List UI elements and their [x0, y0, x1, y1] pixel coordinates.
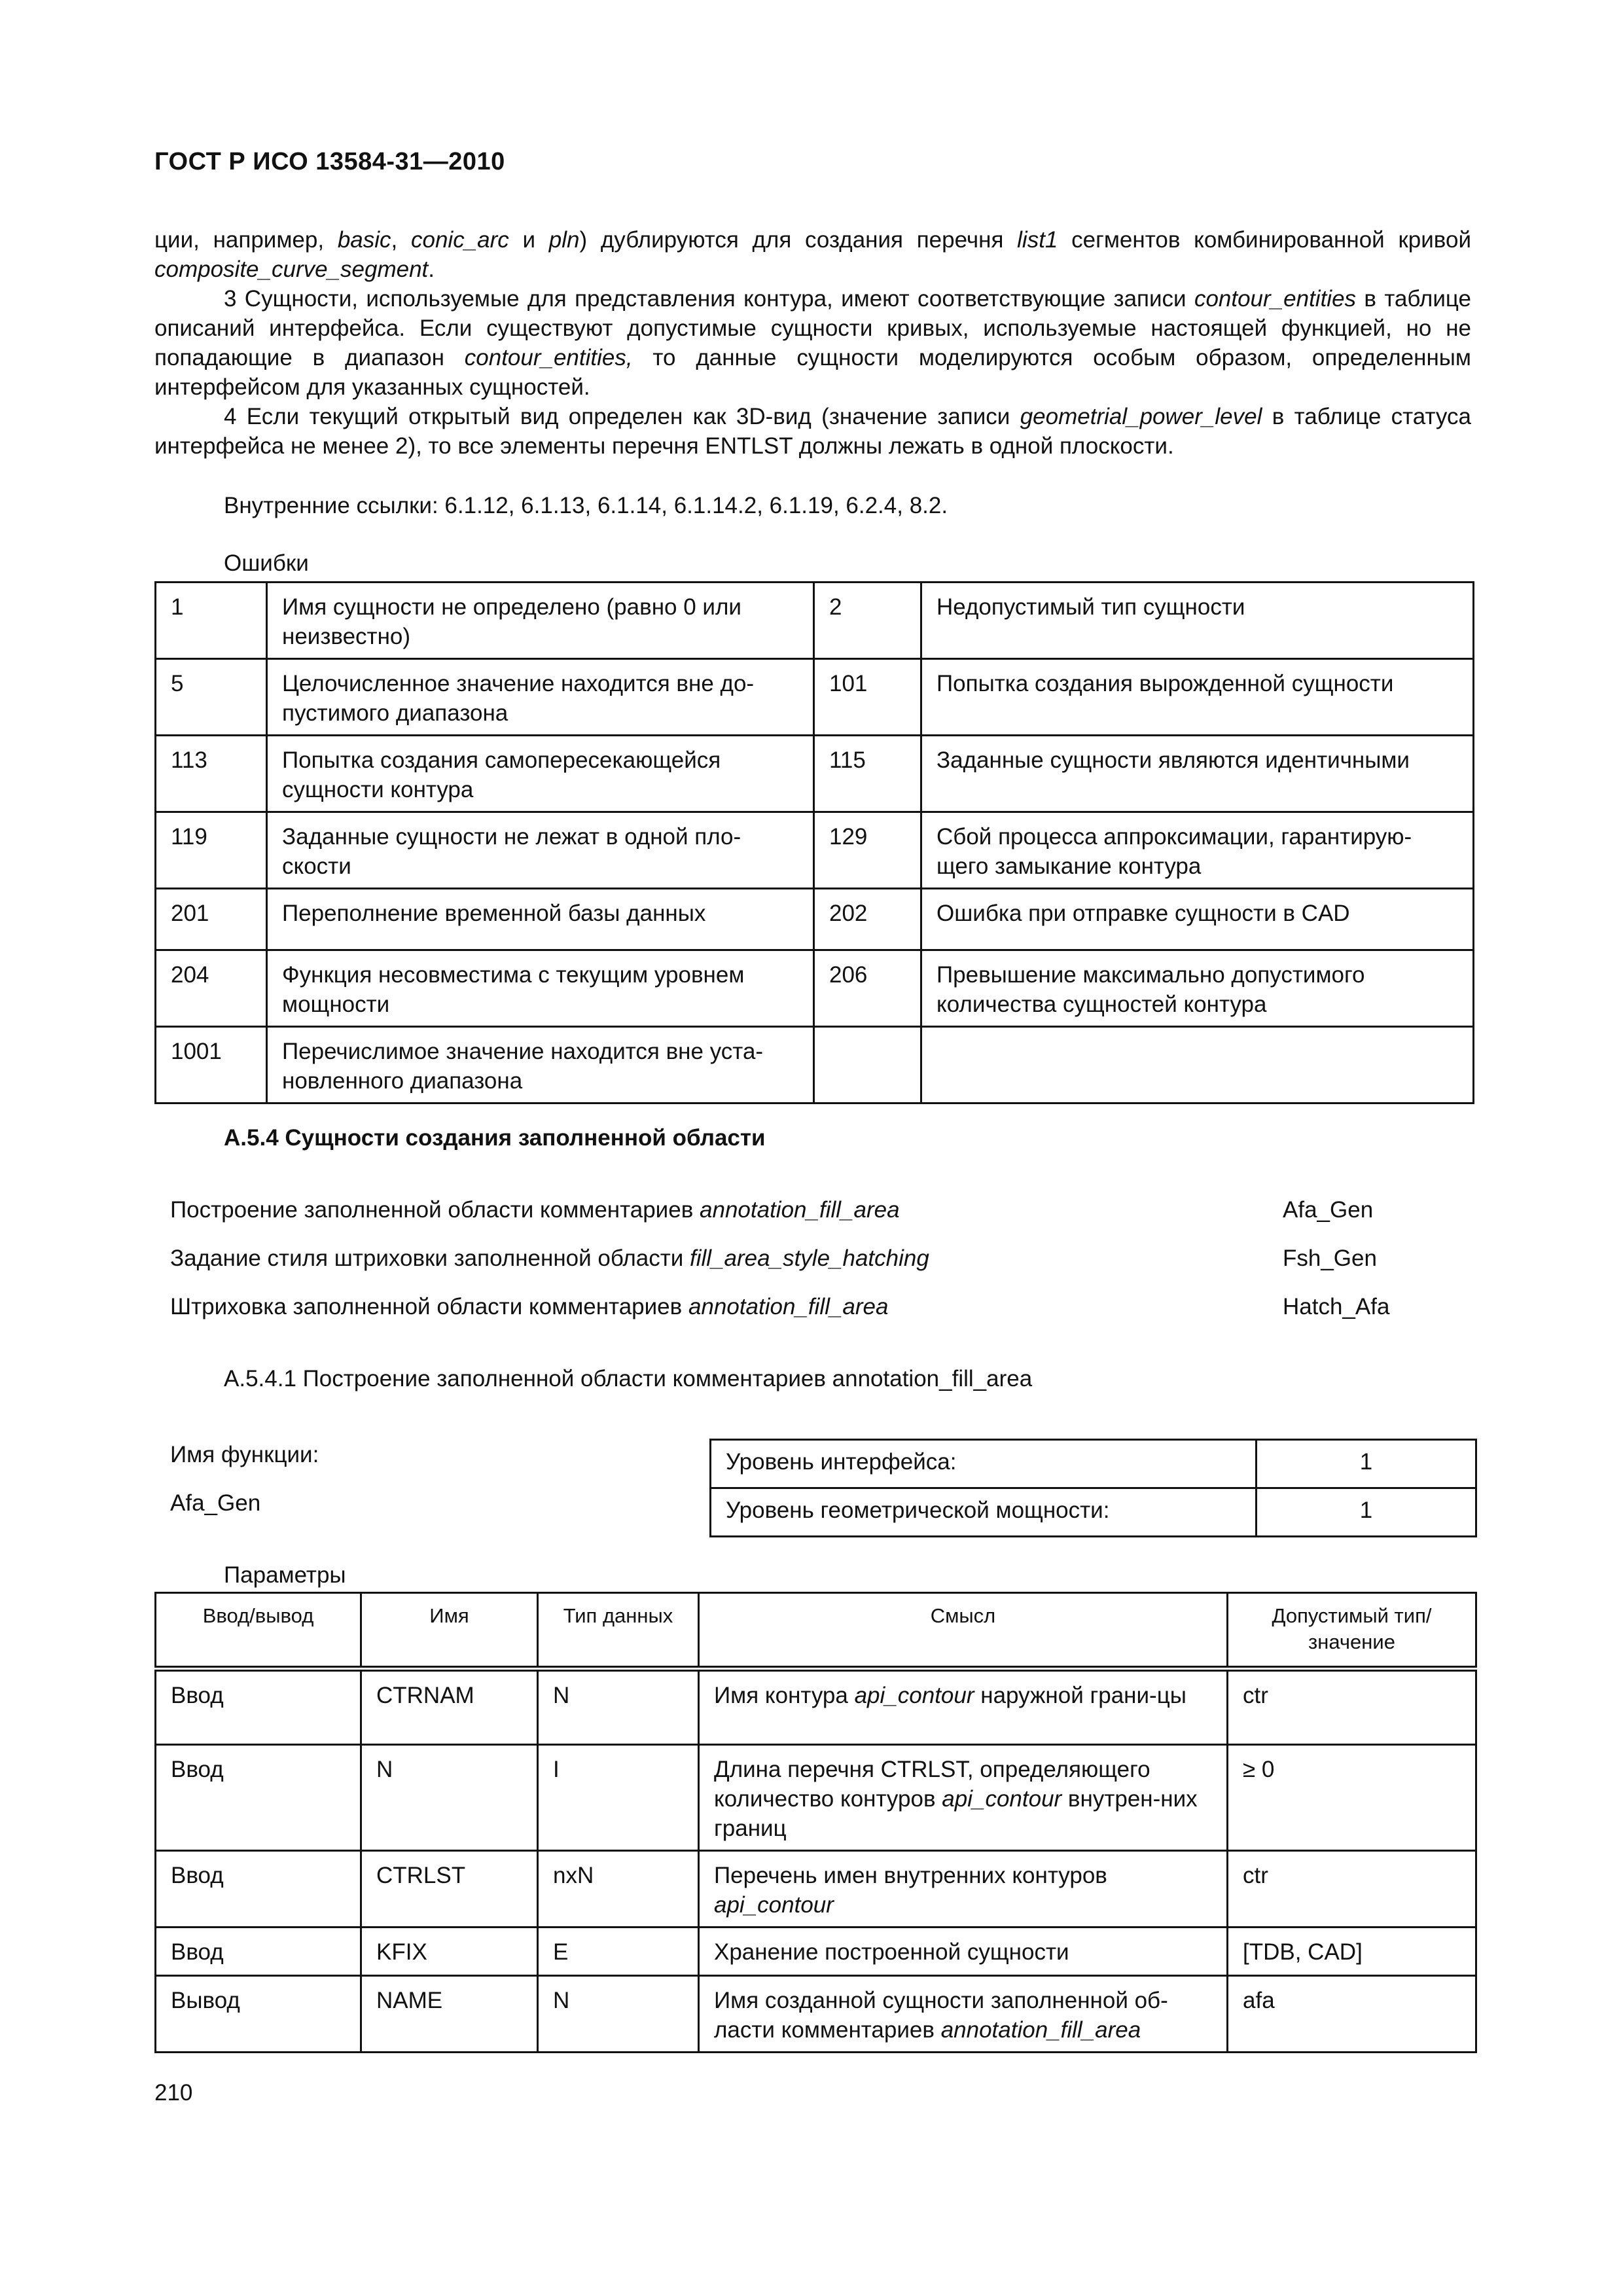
error-code: 101	[814, 659, 921, 736]
text-run: Имя созданной сущности заполненной об-ласти комментариев	[714, 1988, 1168, 2043]
text-run: сегментов комбинированной кривой	[1058, 227, 1471, 253]
param-type: N	[538, 1976, 699, 2053]
param-meaning	[699, 1928, 1228, 1976]
param-allowed-value: ctr	[1228, 1851, 1476, 1928]
error-code	[814, 1027, 921, 1103]
level-value: 1	[1257, 1488, 1476, 1537]
parameter-row	[156, 1745, 1476, 1851]
column-header: Допустимый тип/ значение	[1228, 1593, 1476, 1669]
parameter-row	[156, 1976, 1476, 2053]
error-code: 2	[814, 583, 921, 659]
error-code: 206	[814, 950, 921, 1027]
italic-term: api_contour	[942, 1786, 1062, 1812]
error-description: Попытка создания самопересекающейся сущности контура	[267, 736, 814, 812]
error-code: 201	[156, 889, 267, 950]
param-io: Ввод	[156, 1669, 361, 1745]
parameter-row	[156, 1851, 1476, 1928]
paragraph-note-3	[154, 284, 1471, 402]
error-description	[921, 1027, 1474, 1103]
text-run: .	[428, 257, 435, 282]
param-io: Ввод	[156, 1928, 361, 1976]
function-code: Afa_Gen	[1283, 1197, 1374, 1223]
param-name: CTRNAM	[361, 1669, 538, 1745]
error-description: Целочисленное значение находится вне до-пустимого диапазона	[267, 659, 814, 736]
error-row	[156, 736, 1474, 812]
column-header: Тип данных	[538, 1593, 699, 1669]
error-code: 113	[156, 736, 267, 812]
error-code: 1	[156, 583, 267, 659]
text-run: ,	[391, 227, 411, 253]
function-name-value: Afa_Gen	[170, 1490, 261, 1516]
italic-term: pln	[548, 227, 580, 253]
error-code: 115	[814, 736, 921, 812]
italic-term: composite_curve_segment	[154, 257, 429, 282]
param-name: CTRLST	[361, 1851, 538, 1928]
text-run: Длина перечня CTRLST, определяющего количество контуров	[714, 1757, 1150, 1812]
error-row	[156, 659, 1474, 736]
error-description: Имя сущности не определено (равно 0 или неизвестно)	[267, 583, 814, 659]
text-run: Имя контура	[714, 1683, 855, 1708]
error-code: 119	[156, 812, 267, 889]
italic-term: contour_entities	[1194, 286, 1357, 312]
param-type: nxN	[538, 1851, 699, 1928]
text-run: 3 Сущности, используемые для представления контура, имеют соответствующие записи	[224, 286, 1194, 312]
error-row	[156, 812, 1474, 889]
italic-term: fill_area_style_hatching	[690, 1246, 929, 1271]
param-allowed-value: [TDB, CAD]	[1228, 1928, 1476, 1976]
italic-term: annotation_fill_area	[700, 1197, 900, 1223]
error-code: 204	[156, 950, 267, 1027]
text-run: в таблице описаний интерфейса. Если существуют допустимые сущности кривых, используемые настоящей функцией, но не попадающие в диапазон	[154, 286, 1471, 370]
error-description: Недопустимый тип сущности	[921, 583, 1474, 659]
error-row	[156, 1027, 1474, 1103]
italic-term: basic	[337, 227, 391, 253]
italic-term: annotation_fill_area	[940, 2017, 1141, 2043]
text-run: ции, например,	[154, 227, 338, 253]
text-run: то данные сущности моделируются особым образом, определенным интерфейсом для указанных сущностей.	[154, 345, 1471, 400]
function-code: Fsh_Gen	[1283, 1246, 1377, 1271]
error-code: 5	[156, 659, 267, 736]
error-row	[156, 950, 1474, 1027]
italic-term: api_contour	[714, 1892, 834, 1918]
level-row	[711, 1488, 1476, 1537]
errors-table	[154, 581, 1474, 1104]
function-list-item	[170, 1195, 900, 1225]
paragraph-continuation	[154, 225, 1471, 284]
subsection-title: А.5.4.1 Построение заполненной области комментариев annotation_fill_area	[224, 1366, 1033, 1391]
param-io: Вывод	[156, 1976, 361, 2053]
text-run: ) дублируются для создания перечня	[579, 227, 1018, 253]
param-type: I	[538, 1745, 699, 1851]
page-number: 210	[154, 2080, 193, 2106]
param-name: KFIX	[361, 1928, 538, 1976]
error-row	[156, 889, 1474, 950]
param-meaning	[699, 1976, 1228, 2053]
levels-table	[709, 1439, 1477, 1537]
param-allowed-value: afa	[1228, 1976, 1476, 2053]
errors-label: Ошибки	[224, 550, 309, 576]
italic-term: list1	[1017, 227, 1058, 253]
parameter-row	[156, 1669, 1476, 1745]
param-allowed-value: ctr	[1228, 1669, 1476, 1745]
column-header: Смысл	[699, 1593, 1228, 1669]
error-description: Функция несовместима с текущим уровнем мощности	[267, 950, 814, 1027]
text-run: наружной грани-цы	[974, 1683, 1186, 1708]
param-allowed-value: ≥ 0	[1228, 1745, 1476, 1851]
text-run: Перечень имен внутренних контуров	[714, 1863, 1107, 1888]
error-code: 129	[814, 812, 921, 889]
param-type: E	[538, 1928, 699, 1976]
text-run: Хранение построенной сущности	[714, 1939, 1069, 1965]
text-run: 4 Если текущий открытый вид определен как 3D-вид (значение записи	[224, 404, 1020, 429]
function-list-item	[170, 1292, 888, 1321]
error-description: Ошибка при отправке сущности в CAD	[921, 889, 1474, 950]
function-name-label: Имя функции:	[170, 1442, 319, 1467]
function-description: Штриховка заполненной области комментариев	[170, 1294, 688, 1319]
document-header: ГОСТ Р ИСО 13584-31—2010	[154, 148, 505, 175]
error-code: 202	[814, 889, 921, 950]
param-name: NAME	[361, 1976, 538, 2053]
function-code: Hatch_Afa	[1283, 1294, 1390, 1319]
parameter-row	[156, 1928, 1476, 1976]
italic-term: contour_entities,	[464, 345, 633, 370]
param-meaning	[699, 1851, 1228, 1928]
param-type: N	[538, 1669, 699, 1745]
error-description: Попытка создания вырожденной сущности	[921, 659, 1474, 736]
parameters-table	[154, 1592, 1477, 2053]
function-list-item	[170, 1244, 929, 1273]
params-header-row	[156, 1593, 1476, 1669]
italic-term: api_contour	[854, 1683, 974, 1708]
internal-references: Внутренние ссылки: 6.1.12, 6.1.13, 6.1.14, 6.1.14.2, 6.1.19, 6.2.4, 8.2.	[224, 493, 948, 518]
italic-term: annotation_fill_area	[688, 1294, 889, 1319]
param-meaning	[699, 1669, 1228, 1745]
paragraph-note-4	[154, 402, 1471, 461]
function-description: Задание стиля штриховки заполненной области	[170, 1246, 690, 1271]
column-header: Имя	[361, 1593, 538, 1669]
level-row	[711, 1440, 1476, 1488]
function-description: Построение заполненной области комментариев	[170, 1197, 700, 1223]
text-run: в таблице статуса интерфейса не менее 2), то все элементы перечня ENTLST должны лежать в одной плоскости.	[154, 404, 1471, 459]
param-io: Ввод	[156, 1851, 361, 1928]
error-code: 1001	[156, 1027, 267, 1103]
error-description: Заданные сущности не лежат в одной пло-скости	[267, 812, 814, 889]
error-description: Превышение максимально допустимого количества сущностей контура	[921, 950, 1474, 1027]
text-run: и	[508, 227, 549, 253]
level-label: Уровень интерфейса:	[711, 1440, 1257, 1488]
param-io: Ввод	[156, 1745, 361, 1851]
text-run: внутрен-них границ	[714, 1786, 1198, 1841]
section-title: А.5.4 Сущности создания заполненной области	[224, 1125, 766, 1151]
error-description: Перечислимое значение находится вне уста-новленного диапазона	[267, 1027, 814, 1103]
level-value: 1	[1257, 1440, 1476, 1488]
error-description: Заданные сущности являются идентичными	[921, 736, 1474, 812]
column-header: Ввод/вывод	[156, 1593, 361, 1669]
params-label: Параметры	[224, 1562, 346, 1588]
italic-term: geometrial_power_level	[1020, 404, 1262, 429]
italic-term: conic_arc	[410, 227, 509, 253]
error-description: Сбой процесса аппроксимации, гарантирую-щего замыкание контура	[921, 812, 1474, 889]
param-meaning	[699, 1745, 1228, 1851]
error-description: Переполнение временной базы данных	[267, 889, 814, 950]
level-label: Уровень геометрической мощности:	[711, 1488, 1257, 1537]
error-row	[156, 583, 1474, 659]
param-name: N	[361, 1745, 538, 1851]
